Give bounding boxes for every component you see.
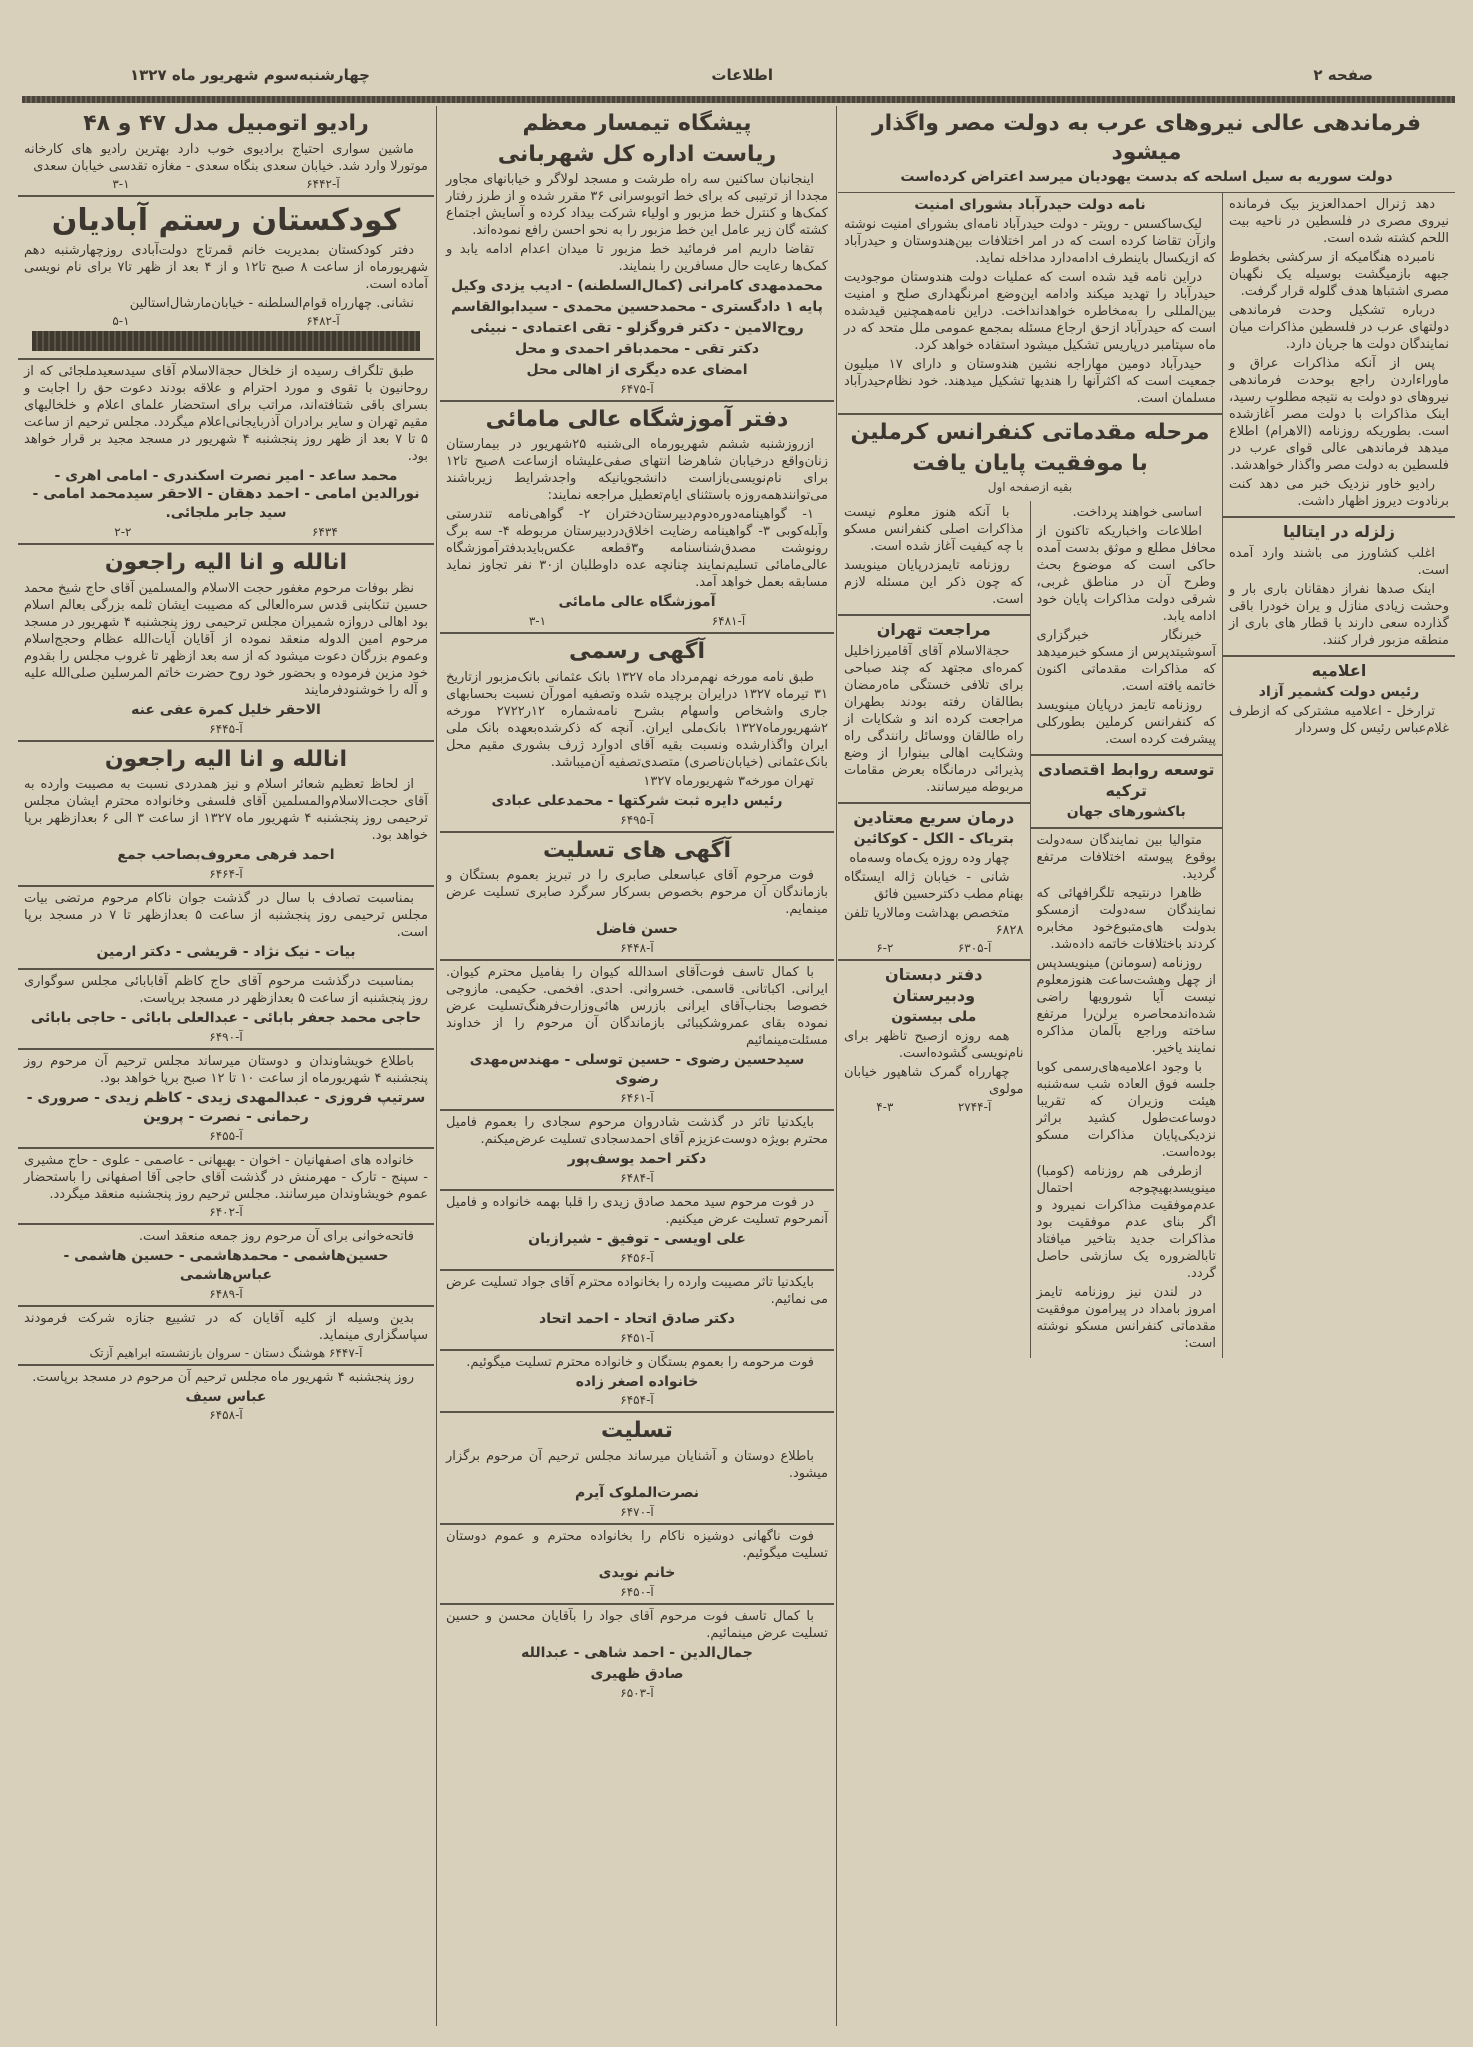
news-item xyxy=(1223,657,1455,743)
block-title: مراجعت تهران xyxy=(876,620,991,640)
notice-block xyxy=(440,833,834,961)
signature: سیدحسین رضوی - حسین توسلی - مهندس‌مهدی رضوی xyxy=(469,1052,805,1087)
notice-block xyxy=(440,634,834,832)
body-paragraph: بدین وسیله از کلیه آقایان که در تشییع جنازه شرکت فرمودند سپاسگزاری مینماید. xyxy=(24,1310,428,1343)
body-paragraph: روزنامه تایمزدرپایان مینویسد که چون ذکر این مسئله لازم است. xyxy=(844,558,1024,608)
block-title: اعلامیه xyxy=(1311,660,1367,680)
notice-block xyxy=(440,1191,834,1271)
body-paragraph: ۱- گواهینامه‌دوره‌دوم‌دبیرستان‌دختران ۲- گواهی‌نامه تندرستی وآبله‌کوبی ۳- گواهینامه رضایت اخلاق‌دردبیرستان مربوطه ۴- سه برگ رونوشت مصدق‌شناسنامه و۳قطعه عکس‌بایدبدفترآموزشگاه عالی‌مامائی تسلیم‌نمایند چنانچه عده داوطلبان از۳۰ نفر تجاوز نماید مسابقه بعمل خواهد آمد. xyxy=(446,507,829,591)
kremlin-column-a xyxy=(838,501,1031,1358)
block-title: کودکستان رستم آبادیان xyxy=(51,202,401,238)
signature: پایه ۱ دادگستری - محمدحسین محمدی - سیدابوالقاسم xyxy=(451,299,823,316)
signature: علی اویسی - توفیق - شیرازیان xyxy=(528,1230,746,1247)
body-paragraph: بایکدنیا تاثر در گذشت شادروان مرحوم سجادی را بعموم فامیل محترم بویژه دوست‌عزیزم آقای احمدسجادی تسلیت عرض‌میکنم. xyxy=(446,1114,828,1147)
signature: حسین‌هاشمی - محمدهاشمی - حسین هاشمی - عباس‌هاشمی xyxy=(63,1247,389,1283)
kremlin-headline: مرحله مقدماتی کنفرانس کرملین xyxy=(850,420,1210,446)
news-item xyxy=(1223,518,1455,657)
signature: صادق ظهیری xyxy=(590,1665,684,1682)
body-paragraph: دفتر کودکستان بمدیریت خانم قمرتاج دولت‌آبادی روزچهارشنبه دهم شهریورماه از ساعت ۸ صبح تا۱۲ و از ۴ بعد از ظهر تا۷ برای نام نویسی آماده است. xyxy=(24,242,428,292)
body-paragraph: با وجود اعلامیه‌های‌رسمی کوبا جلسه فوق العاده شب سه‌شنبه هیئت وزیران که تقریبا دوساعت‌طول کشید براثر نزدیکی‌پایان مذاکرات مسکو بوده‌است. xyxy=(1036,1059,1216,1160)
block-title: زلزله در ایتالیا xyxy=(1282,522,1396,542)
ad-code-part: آ-۶۴۸۲ xyxy=(306,313,340,328)
body-paragraph: حیدرآباد دومین مهاراجه نشین هندوستان و دارای ۱۷ میلیون جمعیت است که اکثرآنها را هندیها تشکیل میدهند. خود نظام‌حیدرآباد مسلمان است. xyxy=(844,357,1216,407)
body-paragraph: اطلاعات واخباریکه تاکنون از محافل مطلع و موثق بدست آمده حاکی است که موضوع بحث وطرح آن در مناطق غربی، شرقی دولت مذاکرات پایان خود ادامه یابد. xyxy=(1036,524,1216,625)
body-paragraph: بمناسبت درگذشت مرحوم آقای حاج کاظم آقابابائی مجلس سوگواری روز پنجشنبه از ساعت ۵ بعدازظهر در مسجد برپاست. xyxy=(24,974,428,1007)
article-title: نامه دولت حیدرآباد بشورای امنیت xyxy=(914,197,1146,214)
signature: احمد فرهی معروف‌بصاحب جمع xyxy=(117,847,335,864)
ad-code-part: ۳-۱ xyxy=(528,614,547,629)
ad-code-part: ۴-۳ xyxy=(876,1099,894,1114)
body-paragraph: بایکدنیا تاثر مصیبت وارده را بخانواده محترم آقای جواد تسلیت عرض می نمائیم. xyxy=(446,1274,828,1307)
notice-block xyxy=(18,1149,434,1225)
body-paragraph: لیک‌ساکسس - رویتر - دولت حیدرآباد نامه‌ای بشورای امنیت نوشته وازآن تقاضا کرده است که در امر اختلافات بین‌هندوستان و حیدرآباد که ازیکسال باینطرف ادامه‌دارد مداخله نماید. xyxy=(844,217,1216,267)
column-divider xyxy=(836,106,837,2026)
signature: جمال‌الدین - احمد شاهی - عبدالله xyxy=(521,1644,753,1661)
body-paragraph: روزنامه تایمز درپایان مینویسد که کنفرانس کرملین بطورکلی پیشرفت کرده است. xyxy=(1036,698,1216,748)
ad-code xyxy=(446,1686,828,1700)
body-paragraph: پس از آنکه مذاکرات عراق و ماوراءاردن راجع بوحدت فرماندهی نیروهای دو دولت به نتیجه مطلوب رسید، اینک مذاکرات با دولت مصر آغازشده است. بطوریکه روزنامه (الاهرام) اطلاع میدهد فرماندهی عالی قوای عرب در فلسطین به دولت مصر واگذار خواهدشد. xyxy=(1229,356,1449,474)
signature: حاجی محمد جعفر بابائی - عبدالعلی بابائی - حاجی بابائی xyxy=(30,1010,422,1027)
body-paragraph: رادیو خاور نزدیک خبر می دهد کنت برنادوت دیروز اظهار داشت. xyxy=(1229,477,1449,510)
body-paragraph: تقاضا داریم امر فرمائید خط مزبور تا میدان اعدام ادامه یابد و کمک‌ها رعایت حال مسافرین را بنمایند. xyxy=(446,242,828,275)
ad-code-part: آ-۲۷۴۴ xyxy=(957,1099,992,1114)
body-paragraph: همه روزه ازصبح تاظهر برای نام‌نویسی گشوده‌است. xyxy=(844,1028,1024,1061)
signature: حسن فاضل xyxy=(595,921,679,938)
ad-code xyxy=(446,614,828,628)
body-paragraph: دراین نامه قید شده است که عملیات دولت هندوستان موجودیت حیدرآباد را تهدید میکند وادامه این‌وضع امرنگهداری صلح و امنیت بین‌المللی را به‌مخاطره خواهدانداخت. دراین نامه‌همچنین قیدشده است که حیدرآباد ازحق ارجاع مسئله بمجمع عمومی ملل متحد که در ماه سپتامبر درپاریس تشکیل میشود استفاده خواهد کرد. xyxy=(844,270,1216,354)
ad-code xyxy=(24,1408,428,1422)
block-subtitle: ملی بیستون xyxy=(891,1008,977,1025)
ad-code xyxy=(446,1331,828,1345)
ad-code-part: آ-۶۴۹۵ xyxy=(620,812,654,827)
body-paragraph: در لندن نیز روزنامه تایمز امروز بامداد در پیرامون موفقیت مقدماتی کنفرانس مسکو نوشته است: xyxy=(1036,1284,1216,1351)
notice-block xyxy=(18,970,434,1050)
news-item xyxy=(838,501,1030,616)
block-title: آگهی رسمی xyxy=(568,639,706,665)
block-title: رادیو اتومبیل مدل ۴۷ و ۴۸ xyxy=(83,111,369,136)
notice-block xyxy=(18,1366,434,1427)
notice-block xyxy=(18,360,434,546)
notice-block xyxy=(18,742,434,887)
notice-block xyxy=(440,402,834,634)
ad-code xyxy=(446,1393,828,1407)
notice-block xyxy=(18,197,434,360)
notice-block xyxy=(440,1525,834,1605)
body-paragraph: حجةالاسلام آقای آقامیرزاخلیل کمره‌ای مجتهد که چند صباحی برای تلافی خستگی ماه‌رمضان بطالقان رفته بودند بطهران مراجعت کرده اند و شکایات از راه طالقان ووسائل رانندگی راه وشکایت اهالی بینوارا از وضع پذیرائی درمانگاه بعرض مقامات مربوطه میرسانند. xyxy=(844,644,1024,796)
body-paragraph: فوت ناگهانی دوشیزه ناکام را بخانواده محترم و عموم دوستان تسلیت میگوئیم. xyxy=(446,1528,828,1561)
body-paragraph: ترارخل - اعلامیه مشترکی که ازطرف غلام‌عباس رئیس کل وسردار xyxy=(1229,703,1449,736)
decorative-bar xyxy=(32,331,420,351)
signature: دکتر احمد یوسف‌پور xyxy=(567,1150,707,1167)
issue-date: چهارشنبه‌سوم شهریور ماه ۱۳۲۷ xyxy=(130,66,370,84)
turkey-headline: توسعه روابط اقتصادی ترکیه xyxy=(1037,760,1215,801)
ad-code xyxy=(446,1585,828,1599)
body-paragraph: طبق نامه مورخه نهم‌مرداد ماه ۱۳۲۷ بانک عثمانی بانک‌مزبور ازتاریخ ۳۱ تیرماه ۱۳۲۷ درایران برچیده شده وتصفیه امورآن نسبت بحسابهای جاری واشخاص واسهام بشرح نامه‌شماره ۱۲ر۲۷۲۲ مورخه ۲شهریورماه۱۳۲۷ بانک‌ملی ایران. آنچه که ذکرشده‌بعهده بانک ملی ایران واگذارشده ونسبت بقیه آقای ادوارد ژرف بشوری مقیم محل بانک‌عثمانی (خیابان‌ناصری) متصدی‌تصفیه آن‌میباشد. xyxy=(446,669,828,770)
body-paragraph: ظاهرا درنتیجه تلگرافهائی که نمایندگان سه‌دولت ازمسکو بدولت های‌متبوع‌خود مخابره کردند باختلافات خاتمه داده‌شد. xyxy=(1036,885,1216,952)
body-paragraph: نامبرده هنگامیکه از سرکشی بخطوط جبهه بازمیگشت بوسیله یک نگهبان مصری اشتباها هدف گلوله قرار گرفت. xyxy=(1229,250,1449,300)
signature: دکتر صادق اتحاد - احمد اتحاد xyxy=(539,1310,735,1327)
body-paragraph: با آنکه هنوز معلوم نیست مذاکرات اصلی کنفرانس مسکو با چه کیفیت آغاز شده است. xyxy=(844,505,1024,555)
signature: دکتر تقی - محمدباقر احمدی و محل xyxy=(514,340,760,357)
block-title: پیشگاه تیمسار معظم xyxy=(522,111,752,136)
news-item xyxy=(1031,829,1223,1358)
column-right xyxy=(838,106,1455,1358)
body-paragraph: طبق تلگراف رسیده از خلخال حجةالاسلام آقای سیدسعیدملجائی که از روحانیون با تقوی و مورد احترام و علاقه بودند دعوت حق را اجابت و بسرای باقی شتافته‌اند، مراتب برای استحضار علمای اعلام و خلخالیهای مقیم تهران و سایر برادران آذربایجانی‌اعلام میگردد. مجلس ترحیم از ساعت ۵ تا ۷ بعد از ظهر روز پنجشنبه ۴ شهریور در مسجد مجید بر قرار خواهد بود. xyxy=(24,363,429,464)
signature: خانواده اصغر زاده xyxy=(575,1373,699,1390)
lead-subheadline: دولت سوریه به سیل اسلحه که بدست یهودیان میرسد اعتراض کرده‌است xyxy=(900,169,1393,186)
body-paragraph: ازطرفی هم روزنامه (کومبا) مینویسد‌بهیچوجه احتمال عدم‌موفقیت مذاکرات نمیرود و اگر بنای عدم موفقیت بود مذاکرات جدید بتاخیر میافتاد تابالضروره یک سازشی حاصل گردد. xyxy=(1036,1163,1216,1281)
block-title: آگهی های تسلیت xyxy=(542,837,731,863)
body-paragraph: متخصص بهداشت ومالاریا تلفن ۶۸۲۸ xyxy=(844,905,1024,938)
notice-block xyxy=(440,1605,834,1704)
body-paragraph: با کمال تاسف فوت مرحوم آقای جواد را بآقایان محسن و حسین تسلیت عرض مینمائیم. xyxy=(446,1608,828,1641)
signature: محمدمهدی کامرانی (کمال‌السلطنه) - ادیب یزدی وکیل xyxy=(451,278,823,295)
page-number: صفحه ۲ xyxy=(1313,66,1373,84)
ad-code xyxy=(24,867,428,881)
ad-code-part: آ-۶۵۰۳ xyxy=(620,1685,654,1700)
news-item xyxy=(1031,501,1223,756)
body-paragraph: اغلب کشاورز می باشند وارد آمده است. xyxy=(1229,545,1449,578)
ad-code-part: ۵-۱ xyxy=(112,313,130,328)
masthead-rule xyxy=(22,96,1455,103)
body-paragraph: اساسی خواهند پرداخت. xyxy=(1072,505,1202,521)
notice-block xyxy=(18,1307,434,1366)
body-paragraph: بمناسبت تصادف با سال در گذشت جوان ناکام مرحوم مرتضی بیات مجلس ترحیمی روز پنجشنبه از ساعت ۵ بعدازظهر تا ۷ در مسجد برپا است. xyxy=(24,891,428,941)
body-paragraph: از لحاظ تعظیم شعائر اسلام و نیز همدردی نسبت به مصیبت وارده به آقای حجت‌الاسلام‌والمسلمین آقای فلسفی وخانواده محترم ایشان مجلس ترحیمی روز پنجشنبه ۴ شهریور ماه ۱۳۲۷ از ساعت ۳ الی ۶ بعدازظهر برپا خواهد بود. xyxy=(24,777,428,844)
signature: سرتیپ فروزی - عبدالمهدی زیدی - کاظم زیدی - صروری - رحمانی - نصرت - پروین xyxy=(26,1090,426,1125)
ad-code-part: آ-۶۴۵۵ xyxy=(209,1128,243,1143)
ad-code xyxy=(24,525,428,539)
kremlin-article-header xyxy=(838,415,1222,501)
signature: امضای عده دیگری از اهالی محل xyxy=(526,361,748,378)
signature: بیات - نیک نژاد - قریشی - دکتر ارمین xyxy=(96,944,356,961)
block-subtitle: بتریاک - الکل - کوکائین xyxy=(853,830,1014,847)
ad-code-part: آ-۶۴۶۱ xyxy=(620,1090,654,1105)
block-title-2: ریاست اداره کل شهربانی xyxy=(497,141,777,167)
ad-code-part: آ-۶۴۰۲ xyxy=(209,1204,243,1219)
ad-code xyxy=(446,813,828,827)
news-item xyxy=(838,961,1030,1118)
newspaper-name: اطلاعات xyxy=(711,66,773,84)
ad-code-part: آ-۶۴۴۷ هوشنگ دستان - سروان بازنشسته ابراهیم آزتک xyxy=(89,1345,363,1360)
notice-block xyxy=(440,106,834,402)
ad-code xyxy=(24,1346,428,1360)
block-title: دفتر دبستان ودبیرستان xyxy=(885,964,983,1005)
ad-code xyxy=(446,1091,828,1105)
ad-code xyxy=(24,1205,428,1219)
notice-block xyxy=(440,1111,834,1191)
notice-block xyxy=(440,1271,834,1351)
body-paragraph: باطلاع خویشاوندان و دوستان میرساند مجلس ترحیم آن مرحوم روز پنجشنبه ۴ شهریورماه از ساعت ۱۰ تا ۱۲ صبح برپا خواهد بود. xyxy=(24,1054,428,1087)
news-item xyxy=(1223,193,1455,518)
ad-code xyxy=(24,1129,428,1143)
block-title: درمان سریع معتادین xyxy=(853,808,1015,828)
ad-code xyxy=(446,941,828,955)
body-paragraph: فاتحه‌خوانی برای آن مرحوم روز جمعه منعقد است. xyxy=(138,1228,414,1244)
ad-code-part: آ-۶۴۸۴ xyxy=(620,1170,654,1185)
signature: عباس سیف xyxy=(185,1388,267,1405)
ad-code xyxy=(24,1287,428,1301)
ad-code-part: آ-۶۴۵۱ xyxy=(620,1330,654,1345)
ad-code xyxy=(24,177,428,191)
hyderabad-article xyxy=(838,193,1222,415)
body-paragraph: اینجانبان ساکنین سه راه طرشت و مسجد لولاگر و خیابانهای مجاور مجددا از ترتیبی که برای خط اتوبوسرانی ۳۶ مقرر شده و از طرز رفتار کمک‌ها و کنترل خط مزبور و اولیاء شرکت بیداد کرده و آسایش اجتماع کشته گان زیر عامل این خط مزبور را به نحو احسن رافع نموده‌اند. xyxy=(446,172,828,239)
notice-block xyxy=(18,1225,434,1307)
body-paragraph: خانواده های اصفهانیان - اخوان - بهبهانی - عاصمی - علوی - حاج مشیری - سپنج - تارک - مهرمنش در گذشت آقای حاجی آقا اصفهانی را باستحضار عموم خویشاوندان میرسانند. مجلس ترحیم روز پنجشنبه منعقد میگردد. xyxy=(24,1152,428,1202)
ad-code-part: ۲-۲ xyxy=(114,525,132,540)
ad-code-part: آ-۶۴۵۰ xyxy=(620,1584,654,1599)
body-paragraph: چهار وده روزه یک‌ماه وسه‌ماه xyxy=(849,850,1010,866)
body-paragraph: خبرنگار خبرگزاری آسوشیتدپرس از مسکو خبرمیدهد که مذاکرات مقدماتی اکنون خاتمه یافته است. xyxy=(1036,628,1216,695)
ad-code xyxy=(446,382,828,396)
ad-code xyxy=(24,722,428,736)
body-paragraph: با کمال تاسف فوت‌آقای اسدالله کیوان را بفامیل محترم کیوان. ایرانی. اکباتانی. قاسمی. خسروانی. احدی. افخمی. حکیمی. مازوجی خصوصا بجناب‌آقای ایرانی بازرس هائی‌وزارت‌فرهنگ‌تسلیت عرض نموده بقای عمروشکیبائی بازماندگان آن مرحوم را از خداوند مسئلت‌مینمائیم xyxy=(446,965,828,1049)
ad-code-part: آ-۶۴۴۲ xyxy=(306,176,340,191)
body-paragraph: روزنامه (سومانن) مینویسد‌پس از چهل وهشت‌ساعت هنوزمعلوم نیست آیا شورویها راضی شده‌اندمحاصره برلن‌را مرتفع ساخته وراجع بآلمان مذاکره نمایند یاخیر. xyxy=(1036,955,1216,1056)
ad-code-part: آ-۶۳۰۵ xyxy=(957,940,992,955)
block-subtitle: رئیس دولت کشمیر آزاد xyxy=(1258,683,1420,700)
notice-block xyxy=(440,961,834,1111)
ad-code-part: آ-۶۴۴۸ xyxy=(620,941,654,956)
body-paragraph: اینک صدها نفراز دهقانان باری بار و وحشت زیادی منازل و یران خودرا باقی گذارده سعی دارند با قطار های باری از منطقه مزبور فرار کنند. xyxy=(1229,581,1449,648)
block-title: انالله و انا الیه راجعون xyxy=(104,550,348,576)
ad-code-part: آ-۶۴۸۹ xyxy=(209,1286,243,1301)
notice-block xyxy=(18,545,434,741)
block-title: دفتر آموزشگاه عالی مامائی xyxy=(485,406,789,432)
body-paragraph: فوت مرحومه را بعموم بستگان و خانواده محترم تسلیت میگوئیم. xyxy=(466,1354,814,1370)
body-paragraph: باطلاع دوستان و آشنایان میرساند مجلس ترحیم آن مرحوم برگزار میشود. xyxy=(446,1449,828,1482)
ad-code xyxy=(446,1505,828,1519)
body-paragraph: در فوت مرحوم سید محمد صادق زیدی را قلبا بهمه خانواده و فامیل آنمرحوم تسلیت عرض میکنیم. xyxy=(446,1194,828,1227)
body-paragraph: دهد ژنرال احمدالعزیز بیک فرمانده نیروی مصری در فلسطین در ناحیه بیت اللحم کشته شده است. xyxy=(1229,197,1449,247)
body-paragraph: متوالیا بین نمایندگان سه‌دولت بوقوع پیوسته اختلافات مرتفع گردید. xyxy=(1036,832,1216,882)
news-item xyxy=(838,804,1030,961)
notice-block xyxy=(18,106,434,197)
block-title: انالله و انا الیه راجعون xyxy=(104,746,348,772)
ad-code-part: ۶۴۳۴ xyxy=(311,525,338,540)
masthead xyxy=(130,66,1393,92)
kremlin-headline-2: با موفقیت پایان یافت xyxy=(912,450,1148,476)
body-paragraph: ماشین سواری احتیاج برادیوی خوب دارد بهترین رادیو های کارخانه موتورلا وارد شد. خیابان سعدی بنگاه سعدی - مغازه تقدسی خیابان سعدی xyxy=(24,141,428,174)
body-paragraph: روز پنجشنبه ۴ شهریور ماه مجلس ترحیم آن مرحوم در مسجد برپاست. xyxy=(32,1369,414,1385)
notice-block xyxy=(18,1050,434,1149)
body-paragraph: نظر بوفات مرحوم مغفور حجت الاسلام والمسلمین آقای حاج شیخ محمد حسین تنکابنی قدس سره‌العالی که مصیبت ایشان ثلمه بزرگی بعالم اسلام بود اهالی دروازه شمیران مجلس ترحیمی روز پنجشنبه ۴ شهریور در مسجد مرحوم امین الدوله منعقد نموده از آقایان آیات‌الله عظام وحجج‌اسلام وعموم بزرگان دعوت میشود که از سه بعد ازظهر تا غروب مجلس را بقدوم خود مزین فرموده و بحضور خود روح حضرت خاتم المرسلین صلی‌الله علیه و آله را خوشنودفرمایند xyxy=(24,580,428,698)
ad-code xyxy=(446,1251,828,1265)
lead-headline: فرماندهی عالی نیروهای عرب به دولت مصر واگذار میشود xyxy=(871,111,1421,165)
block-title: تسلیت xyxy=(601,1418,673,1444)
ad-code xyxy=(24,1030,428,1044)
column-divider xyxy=(436,106,437,2026)
ad-code-part: آ-۶۴۶۴ xyxy=(209,867,243,882)
ad-code-part: آ-۶۴۵۴ xyxy=(620,1393,654,1408)
ad-code-part: آ-۶۴۸۱ xyxy=(711,614,746,629)
body-paragraph: تهران مورخه۳ شهریورماه ۱۳۲۷ xyxy=(643,773,814,789)
turkey-subheadline: باکشورهای جهان xyxy=(1066,803,1186,820)
ad-code-part: آ-۶۴۵۸ xyxy=(209,1408,243,1423)
lead-article-header xyxy=(838,106,1455,193)
body-paragraph: نشانی. چهارراه قوام‌السلطنه - خیابان‌مارشال‌استالین xyxy=(129,295,414,311)
signature: الاحقر خلیل کمرة عفی عنه xyxy=(131,701,321,718)
continued-note: بقیه ازصفحه اول xyxy=(987,480,1073,495)
notice-block xyxy=(440,1351,834,1414)
signature: نصرت‌الملوک آیرم xyxy=(575,1485,699,1502)
notice-block xyxy=(440,1413,834,1524)
ad-code xyxy=(24,314,428,328)
body-paragraph: درباره تشکیل وحدت فرماندهی دولتهای عرب در فلسطین مذاکرات میان نمایندگان دولت ها جریان دارد. xyxy=(1229,303,1449,353)
signature: آموزشگاه عالی مامائی xyxy=(558,594,716,611)
body-paragraph: چهارراه گمرک شاهپور خیابان مولوی xyxy=(844,1064,1024,1097)
ad-code-part: آ-۶۴۴۵ xyxy=(209,721,243,736)
column-middle xyxy=(440,106,834,1704)
signature: روح‌الامین - دکتر فروگزلو - تقی اعتمادی - نبیئی xyxy=(470,319,804,336)
ad-code-part: ۳-۱ xyxy=(112,176,130,191)
body-paragraph: فوت مرحوم آقای عباسعلی صابری را در تبریز بعموم بستگان و بازماندگان آن مرحوم بخصوص بسرکار سرگرد صابری تسلیت عرض مینمایم. xyxy=(446,868,828,918)
ad-code xyxy=(844,941,1024,955)
ad-code-part: آ-۶۴۷۵ xyxy=(620,381,654,396)
kremlin-column-b xyxy=(1031,501,1223,1358)
signature: رئیس دایره ثبت شرکتها - محمدعلی عبادی xyxy=(491,792,783,809)
ad-code-part: ۶-۲ xyxy=(876,940,894,955)
ad-code xyxy=(844,1100,1024,1114)
signature: خانم نویدی xyxy=(598,1564,676,1581)
right-narrow-column xyxy=(1222,193,1455,1358)
ad-code-part: آ-۶۴۷۰ xyxy=(620,1504,654,1519)
notice-block xyxy=(18,887,434,970)
column-left xyxy=(18,106,434,1426)
body-paragraph: شانی - خیابان ژاله ایستگاه بهنام مطب دکترحسین فائق xyxy=(844,869,1024,902)
news-item xyxy=(838,616,1030,804)
ad-code xyxy=(446,1171,828,1185)
body-paragraph: ازروزشنبه ششم شهریورماه الی‌شنبه ۲۵شهریور در بیمارستان زنان‌واقع درخیابان شاهرضا انتهای صفی‌علیشاه ازساعت ۸صبح تا۱۲ برای نام‌نویسی‌بازاست دانشجویانیکه واجدشرایط زیرباشند می‌توانندهمه‌روزه باستثنای ایام‌تعطیل مراجعه نمایند: xyxy=(446,437,828,504)
turkey-article-header xyxy=(1031,756,1223,829)
ad-code-part: آ-۶۴۵۶ xyxy=(620,1250,654,1265)
ad-code-part: آ-۶۴۹۰ xyxy=(209,1030,243,1045)
signature: محمد ساعد - امیر نصرت اسکندری - امامی اهری - نورالدین امامی - احمد دهقان - الاحقر سیدمحمد امامی - سید جابر ملجائی. xyxy=(32,467,420,522)
